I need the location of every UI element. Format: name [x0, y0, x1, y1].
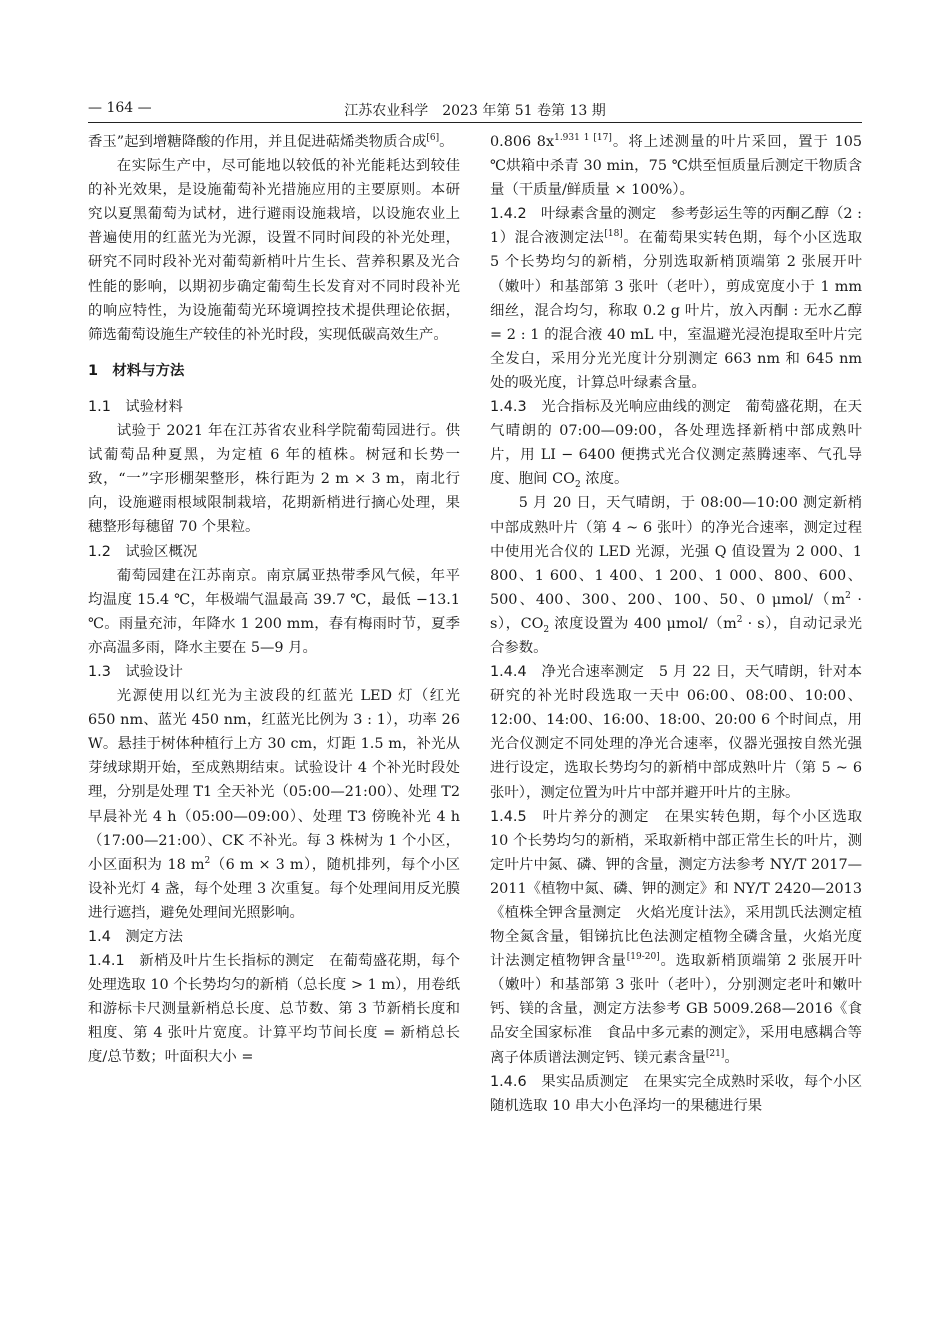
- paragraph: 试验于 2021 年在江苏省农业科学院葡萄园进行。供试葡萄品种夏黑，为定植 6 年的植株。树冠和长势一致，“一”字形棚架整形，株行距为 2 m × 3 m，南北行向，设施避雨根域限制栽培，花期新梢进行摘心处理，果穗整形每穗留 70 个果粒。: [88, 423, 460, 536]
- left-column: [88, 130, 460, 1070]
- paragraph: 葡萄园建在江苏南京。南京属亚热带季风气候，年平均温度 15.4 ℃，年极端气温最高 39.7 ℃，最低 −13.1 ℃。雨量充沛，年降水 1 200 mm，春有梅雨时节，夏季亦高温多雨，降水主要在 5—9 月。: [88, 567, 460, 656]
- subsubsection-heading: 1.4.4 净光合速率测定: [490, 664, 645, 681]
- subsubsection-heading: 1.4.2 叶绿素含量的测定: [490, 206, 657, 223]
- right-column: [490, 130, 862, 1118]
- header-rule: [88, 122, 862, 123]
- running-header: [88, 98, 862, 122]
- subsection-heading: 1.1 试验材料: [88, 398, 183, 415]
- subsubsection-heading: 1.4.1 新梢及叶片生长指标的测定: [88, 953, 315, 970]
- subsection-heading: 1.4 测定方法: [88, 929, 183, 945]
- paragraph: 在实际生产中，尽可能地以较低的补光能耗达到较佳的补光效果，是设施葡萄补光措施应用的主要原则。本研究以夏黑葡萄为试材，进行避雨设施栽培，以设施农业上普遍使用的红蓝光为光源，设置不同时间段的补光处理，研究不同时段补光对葡萄新梢叶片生长、营养积累及光合性能的影响，以期初步确定葡萄生长发育对不同时段补光的响应特性，为设施葡萄光环境调控技术提供理论依据，筛选葡萄设施生产较佳的补光时段，实现低碳高效生产。: [88, 158, 460, 343]
- paragraph: 1.4.3 光合指标及光响应曲线的测定 葡萄盛花期，在天气晴朗的 07:00—09:00，各处理选择新梢中部成熟叶片，用 LI − 6400 便携式光合仪测定蒸腾速率、气孔导度、胞间 $CO_2$ 浓度。: [490, 399, 862, 491]
- paragraph: 1.4.6 果实品质测定 在果实完全成熟时采收，每个小区随机选取 10 串大小色泽均一的果穗进行果: [490, 1073, 862, 1114]
- paragraph: 香玉”起到增糖降酸的作用，并且促进萜烯类物质合成[6]。: [88, 133, 454, 150]
- subsubsection-heading: 1.4.5 叶片养分的测定: [490, 808, 650, 825]
- paragraph: 1.4.5 叶片养分的测定 在果实转色期，每个小区选取 10 个长势均匀的新梢，采取新梢中部正常生长的叶片，测定叶片中氮、磷、钾的含量，测定方法参考 NY/T 2017—2011《植物中氮、磷、钾的测定》和 NY/T 2420—2013《植株全钾含量测定 火焰光度计法》，采用凯氏法测定植物全氮含量，钼锑抗比色法测定植物全磷含量，火焰光度计法测定植物钾含量[19-20]。选取新梢顶端第 2 张展开叶（嫩叶）和基部第 3 张叶（老叶），分别测定老叶和嫩叶钙、镁的含量，测定方法参考 GB 5009.268—2016《食品安全国家标准 食品中多元素的测定》，采用电感耦合等离子体质谱法测定钙、镁元素含量[21]。: [490, 808, 862, 1066]
- paragraph: 1.4.1 新梢及叶片生长指标的测定 在葡萄盛花期，每个处理选取 10 个长势均匀的新梢（总长度 > 1 m），用卷纸和游标卡尺测量新梢总长度、总节数、第 3 节新梢长度和粗度、第 4 张叶片宽度。计算平均节间长度 = 新梢总长度/总节数；叶面积大小 =: [88, 953, 460, 1066]
- paragraph: 1.4.2 叶绿素含量的测定 参考彭运生等的丙酮乙醇（2 : 1）混合液测定法[18]。在葡萄果实转色期，每个小区选取 5 个长势均匀的新梢，分别选取新梢顶端第 2 张展开叶（嫩叶）和基部第 3 张叶（老叶），剪成宽度小于 1 mm 细丝，混合均匀，称取 0.2 g 叶片，放入丙酮 : 无水乙醇 = 2 : 1 的混合液 40 mL 中，室温避光浸泡提取至叶片完全发白，采用分光光度计分别测定 663 nm 和 645 nm 处的吸光度，计算总叶绿素含量。: [490, 206, 862, 391]
- paragraph: 光源使用以红光为主波段的红蓝光 LED 灯（红光 650 nm、蓝光 450 nm，红蓝光比例为 3 : 1），功率 26 W。悬挂于树体种植行上方 30 cm，灯距 1.5 m，补光从芽绒球期开始，至成熟期结束。试验设计 4 个补光时段处理，分别是处理 T1 全天补光（05:00—21:00）、处理 T2 早晨补光 4 h（05:00—09:00）、处理 T3 傍晚补光 4 h（17:00—21:00）、CK 不补光。每 3 株树为 1 个小区，小区面积为 18 $m^2(6$ m × 3 m），随机排列，每个小区设补光灯 4 盏，每个处理 3 次重复。每个处理间用反光膜进行遮挡，避免处理间光照影响。: [88, 688, 461, 921]
- section-heading: 1 材料与方法: [88, 362, 185, 379]
- paragraph: 5 月 20 日，天气晴朗，于 08:00—10:00 测定新梢中部成熟叶片（第 4 ~ 6 张叶）的净光合速率，测定过程中使用光合仪的 LED 光源，光强 Q 值设置为 2 000、1 800、1 600、1 400、1 200、1 000、800、600、500、400、300、200、100、50、0 μmol/$(m^2 \cdot s)$，$CO_2$ 浓度设置为 400 μmol/$(m^2 \cdot s)$，自动记录光合参数。: [490, 495, 862, 656]
- subsubsection-heading: 1.4.3 光合指标及光响应曲线的测定: [490, 399, 731, 416]
- paragraph: 0.806 $8x^{1.931 1 [17]}$。将上述测量的叶片采回，置于 105 ℃烘箱中杀青 30 min，75 ℃烘至恒质量后测定干物质含量（干质量/鲜质量 × 100%）。: [490, 133, 863, 199]
- journal-title: 江苏农业科学 2023 年第 51 卷第 13 期: [344, 103, 606, 119]
- page-number: — 164 —: [88, 100, 152, 116]
- subsubsection-heading: 1.4.6 果实品质测定: [490, 1073, 629, 1090]
- subsection-heading: 1.3 试验设计: [88, 663, 183, 680]
- subsection-heading: 1.2 试验区概况: [88, 543, 198, 560]
- paragraph: 1.4.4 净光合速率测定 5 月 22 日，天气晴朗，针对本研究的补光时段选取一天中 06:00、08:00、10:00、12:00、14:00、16:00、18:00、20:00 6 个时间点，用光合仪测定不同处理的净光合速率，仪器光强按自然光强进行设定，选取长势均匀的新梢中部成熟叶片（第 5 ~ 6 张叶），测定位置为叶片中部并避开叶片的主脉。: [490, 664, 862, 801]
